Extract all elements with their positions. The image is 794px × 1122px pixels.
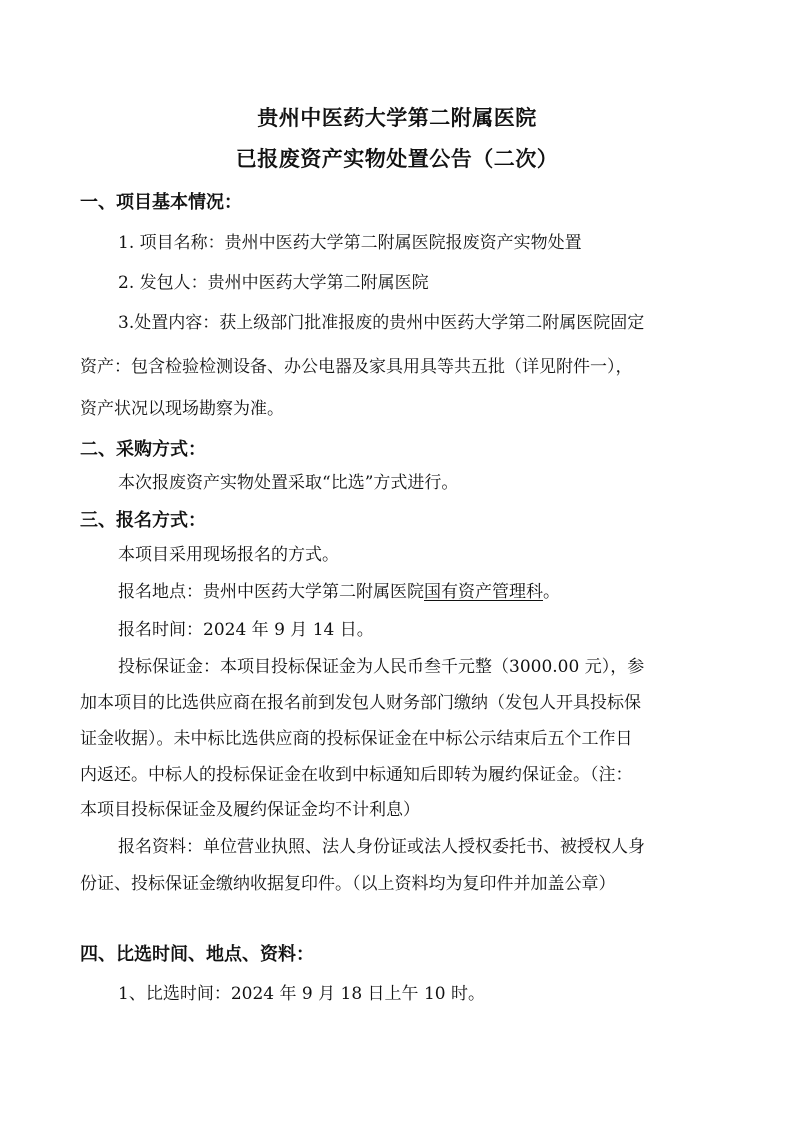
section-3-paragraph-4-line-3: 证金收据）。未中标比选供应商的投标保证金在中标公示结束后五个工作日 [80, 729, 633, 749]
section-3-paragraph-4-line-5: 本项目投标保证金及履约保证金均不计利息） [80, 800, 420, 820]
section-1-item-3-line-1: 3.处置内容：获上级部门批准报废的贵州中医药大学第二附属医院固定 [118, 313, 645, 333]
section-4-heading: 四、比选时间、地点、资料： [80, 944, 314, 965]
section-2-text: 本次报废资产实物处置采取“比选”方式进行。 [118, 473, 459, 493]
section-2-heading: 二、采购方式： [80, 439, 206, 460]
section-3-paragraph-1: 本项目采用现场报名的方式。 [118, 545, 339, 565]
section-3-paragraph-5-line-1: 报名资料：单位营业执照、法人身份证或法人授权委托书、被授权人身 [118, 837, 645, 857]
section-1-item-3-line-2: 资产：包含检验检测设备、办公电器及家具用具等共五批（详见附件一）， [80, 357, 633, 377]
registration-location-prefix: 报名地点：贵州中医药大学第二附属医院 [118, 582, 424, 602]
registration-location-department: 国有资产管理科 [424, 582, 543, 602]
section-3-paragraph-3: 报名时间：2024 年 9 月 14 日。 [118, 620, 374, 640]
section-3-paragraph-4-line-2: 加本项目的比选供应商在报名前到发包人财务部门缴纳（发包人开具投标保 [80, 693, 641, 713]
section-1-item-2: 2. 发包人：贵州中医药大学第二附属医院 [118, 273, 429, 293]
section-1-heading: 一、项目基本情况： [80, 192, 242, 213]
registration-location-suffix: 。 [543, 582, 560, 602]
section-3-heading: 三、报名方式： [80, 510, 206, 531]
document-title-line-2: 已报废资产实物处置公告（二次） [235, 146, 559, 171]
section-3-paragraph-5-line-2: 份证、投标保证金缴纳收据复印件。（以上资料均为复印件并加盖公章） [80, 874, 616, 894]
section-4-item-1: 1、比选时间：2024 年 9 月 18 日上午 10 时。 [118, 984, 485, 1004]
document-title-line-1: 贵州中医药大学第二附属医院 [257, 105, 537, 130]
section-1-item-3-line-3: 资产状况以现场勘察为准。 [80, 399, 284, 419]
section-3-paragraph-2 [118, 579, 718, 605]
section-1-item-1: 1. 项目名称：贵州中医药大学第二附属医院报废资产实物处置 [118, 233, 582, 253]
section-3-paragraph-4-line-1: 投标保证金：本项目投标保证金为人民币叁千元整（3000.00 元），参 [118, 657, 645, 677]
section-3-paragraph-4-line-4: 内返还。中标人的投标保证金在收到中标通知后即转为履约保证金。（注： [80, 765, 633, 785]
